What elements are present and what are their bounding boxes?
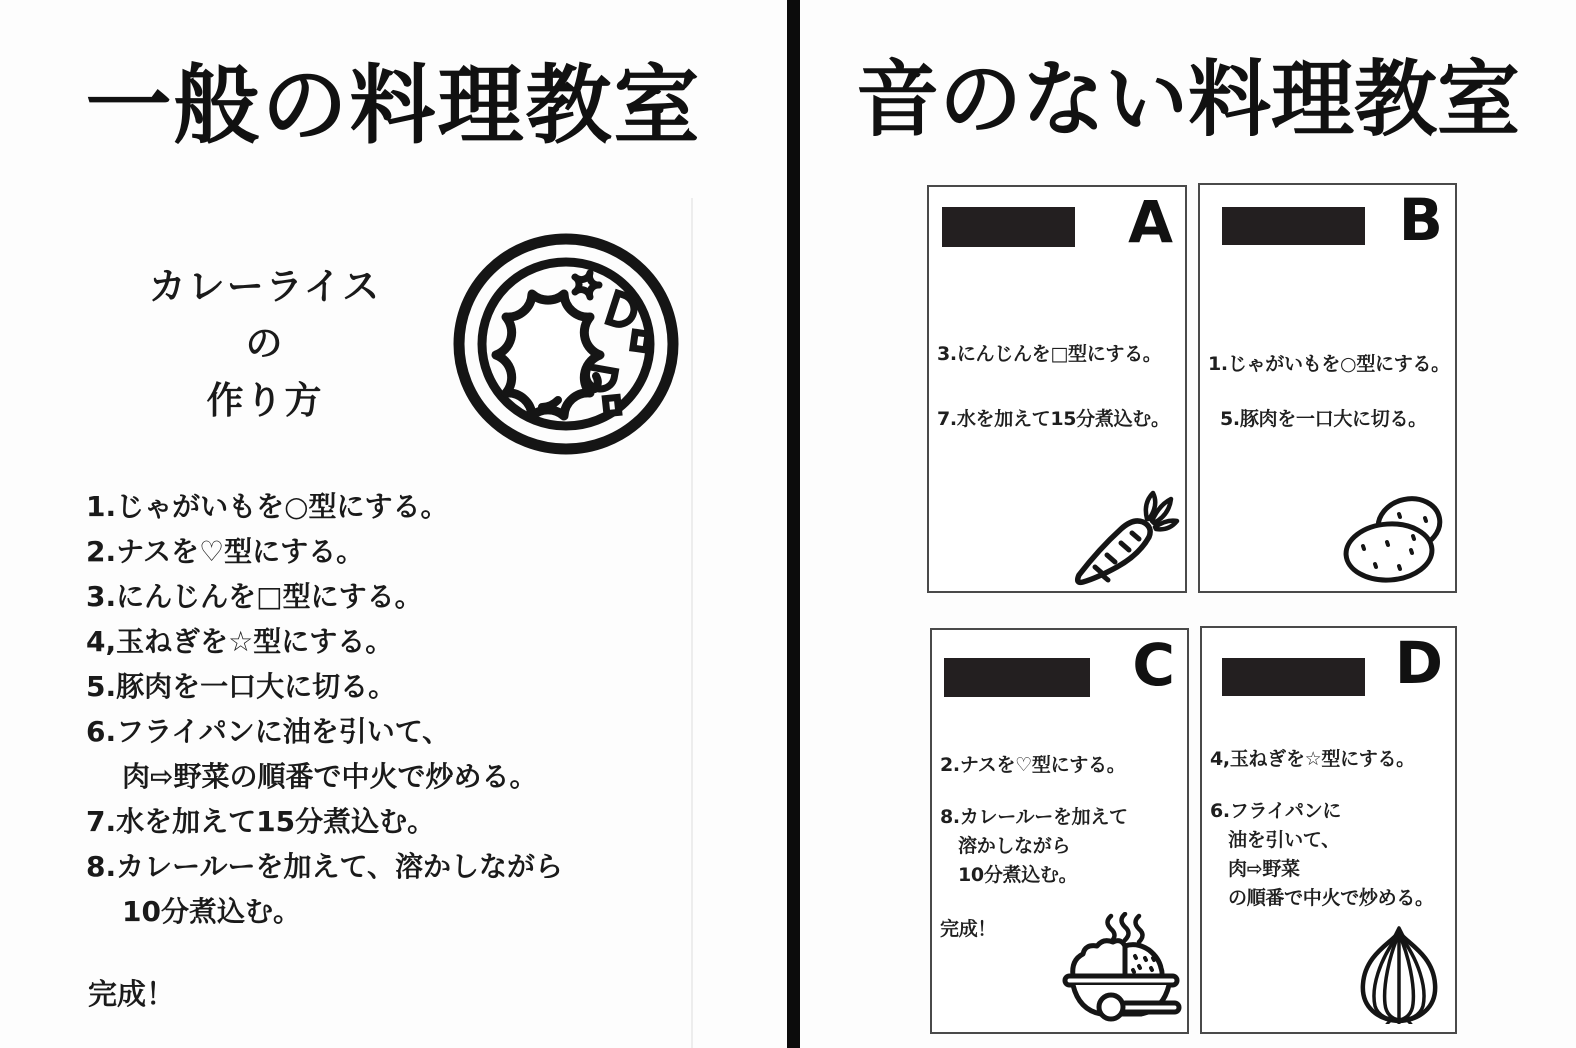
card-step: 3.にんじんを□型にする。 bbox=[937, 343, 1162, 365]
card-step-group bbox=[1210, 797, 1434, 913]
redaction-bar bbox=[944, 658, 1090, 697]
center-divider bbox=[787, 0, 800, 1048]
recipe-card-a bbox=[927, 185, 1187, 593]
recipe-step: 2.ナスを♡型にする。 bbox=[86, 535, 365, 568]
onion-icon bbox=[1353, 926, 1445, 1024]
recipe-steps bbox=[86, 484, 563, 934]
recipe-step: 3.にんじんを□型にする。 bbox=[86, 580, 423, 613]
card-step: 7.水を加えて15分煮込む。 bbox=[937, 408, 1170, 430]
card-letter: D bbox=[1394, 629, 1443, 697]
right-panel-title: 音のない料理教室 bbox=[856, 51, 1520, 148]
card-letter: C bbox=[1132, 631, 1175, 699]
recipe-step: 1.じゃがいもを○型にする。 bbox=[86, 490, 449, 523]
card-step: 2.ナスを♡型にする。 bbox=[940, 754, 1126, 776]
card-step-continuation: 肉⇨野菜 bbox=[1228, 858, 1300, 880]
recipe-step-continuation: 10分煮込む。 bbox=[122, 895, 301, 928]
recipe-title bbox=[100, 258, 430, 429]
recipe-step: 7.水を加えて15分煮込む。 bbox=[86, 805, 436, 838]
potatoes-icon bbox=[1341, 490, 1453, 585]
redaction-bar bbox=[1222, 658, 1365, 696]
redaction-bar bbox=[1222, 207, 1365, 245]
recipe-step: 5.豚肉を一口大に切る。 bbox=[86, 670, 397, 703]
card-step: 4,玉ねぎを☆型にする。 bbox=[1210, 748, 1415, 770]
recipe-step: 6.フライパンに油を引いて、 bbox=[86, 715, 451, 748]
card-done-label: 完成！ bbox=[940, 918, 997, 940]
recipe-card-d bbox=[1200, 626, 1457, 1034]
curry-bowl-icon bbox=[1057, 912, 1185, 1024]
recipe-step: 4,玉ねぎを☆型にする。 bbox=[86, 625, 394, 658]
carrot-icon bbox=[1069, 487, 1181, 587]
done-label: 完成！ bbox=[88, 977, 176, 1011]
panel-seam-line bbox=[691, 198, 693, 1048]
recipe-title-line: の bbox=[245, 322, 285, 365]
recipe-step-continuation: 肉⇨野菜の順番で中火で炒める。 bbox=[122, 760, 538, 793]
card-step: 1.じゃがいもを○型にする。 bbox=[1208, 353, 1450, 375]
redaction-bar bbox=[942, 207, 1075, 247]
card-step-continuation: 10分煮込む。 bbox=[958, 864, 1078, 886]
card-step: 6.フライパンに bbox=[1210, 800, 1342, 822]
card-letter: B bbox=[1398, 186, 1443, 254]
card-step: 5.豚肉を一口大に切る。 bbox=[1220, 408, 1427, 430]
curry-rice-plate-icon bbox=[448, 230, 684, 458]
card-step-continuation: の順番で中火で炒める。 bbox=[1228, 887, 1434, 909]
recipe-step: 8.カレールーを加えて、溶かしながら bbox=[86, 850, 564, 883]
card-step: 8.カレールーを加えて bbox=[940, 806, 1128, 828]
card-step-continuation: 溶かしながら bbox=[958, 835, 1071, 857]
recipe-title-line: カレーライス bbox=[148, 265, 382, 308]
left-panel-title: 一般の料理教室 bbox=[85, 56, 702, 156]
card-letter: A bbox=[1128, 188, 1173, 256]
card-step-continuation: 油を引いて、 bbox=[1228, 829, 1340, 851]
recipe-card-c bbox=[930, 628, 1189, 1034]
card-step-group bbox=[940, 803, 1128, 890]
recipe-title-line: 作り方 bbox=[206, 379, 324, 422]
recipe-card-b bbox=[1198, 183, 1457, 593]
